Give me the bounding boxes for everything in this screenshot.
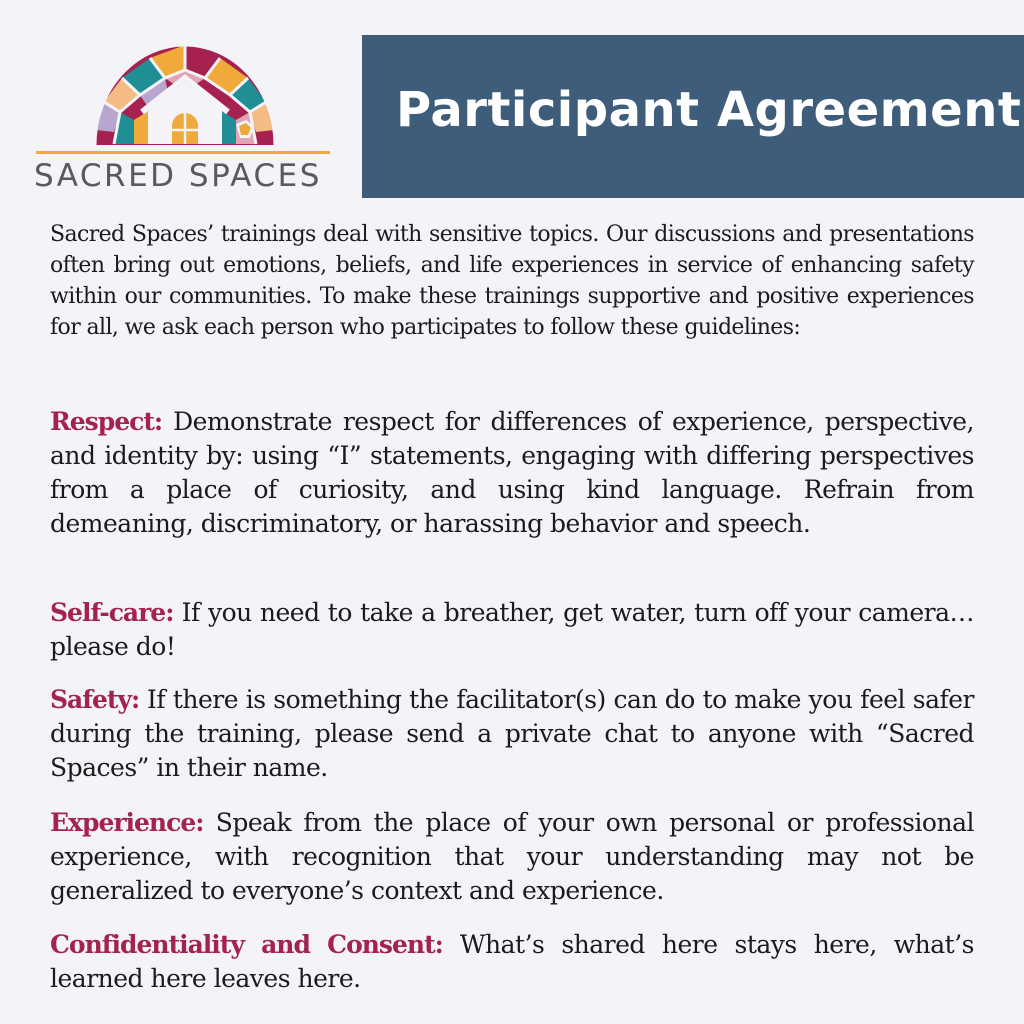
guideline-text: If there is something the facilitator(s) can do to make you feel safer during the training, please send a private chat to anyone with “Sacred Spaces” in their name. — [50, 685, 974, 782]
guideline-text: If you need to take a breather, get water, turn off your camera…please do! — [50, 598, 974, 661]
guideline-self-care — [50, 596, 974, 664]
dome-house-icon — [90, 40, 280, 148]
guideline-term: Experience: — [50, 808, 204, 837]
guideline-term: Safety: — [50, 685, 140, 714]
page-title: Participant Agreement — [396, 82, 1022, 138]
guideline-term: Confidentiality and Consent: — [50, 930, 443, 959]
guideline-safety — [50, 683, 974, 785]
sacred-spaces-logo — [30, 40, 335, 200]
guideline-term: Self-care: — [50, 598, 174, 627]
title-banner — [362, 35, 1024, 198]
guideline-respect — [50, 405, 974, 541]
guideline-experience — [50, 806, 974, 908]
guideline-term: Respect: — [50, 407, 163, 436]
logo-divider — [36, 151, 330, 154]
guideline-confidentiality-consent — [50, 928, 974, 996]
intro-paragraph: Sacred Spaces’ trainings deal with sensitive topics. Our discussions and presentations often bring out emotions, beliefs, and life experiences in service of enhancing safety within our communities. To make these trainings supportive and positive experiences for all, we ask each person who participates to follow these guidelines: — [50, 222, 974, 340]
guideline-text: Speak from the place of your own personal or professional experience, with recognition that your understanding may not be generalized to everyone’s context and experience. — [50, 808, 974, 905]
guideline-text: Demonstrate respect for differences of experience, perspective, and identity by: using “I” statements, engaging with differing perspectives from a place of curiosity, and using kind language. Refrain from demeaning, discriminatory, or harassing behavior and speech. — [50, 407, 974, 538]
guideline-text: What’s shared here stays here, what’s learned here leaves here. — [50, 930, 974, 993]
logo-wordmark: SACRED SPACES — [34, 158, 322, 194]
